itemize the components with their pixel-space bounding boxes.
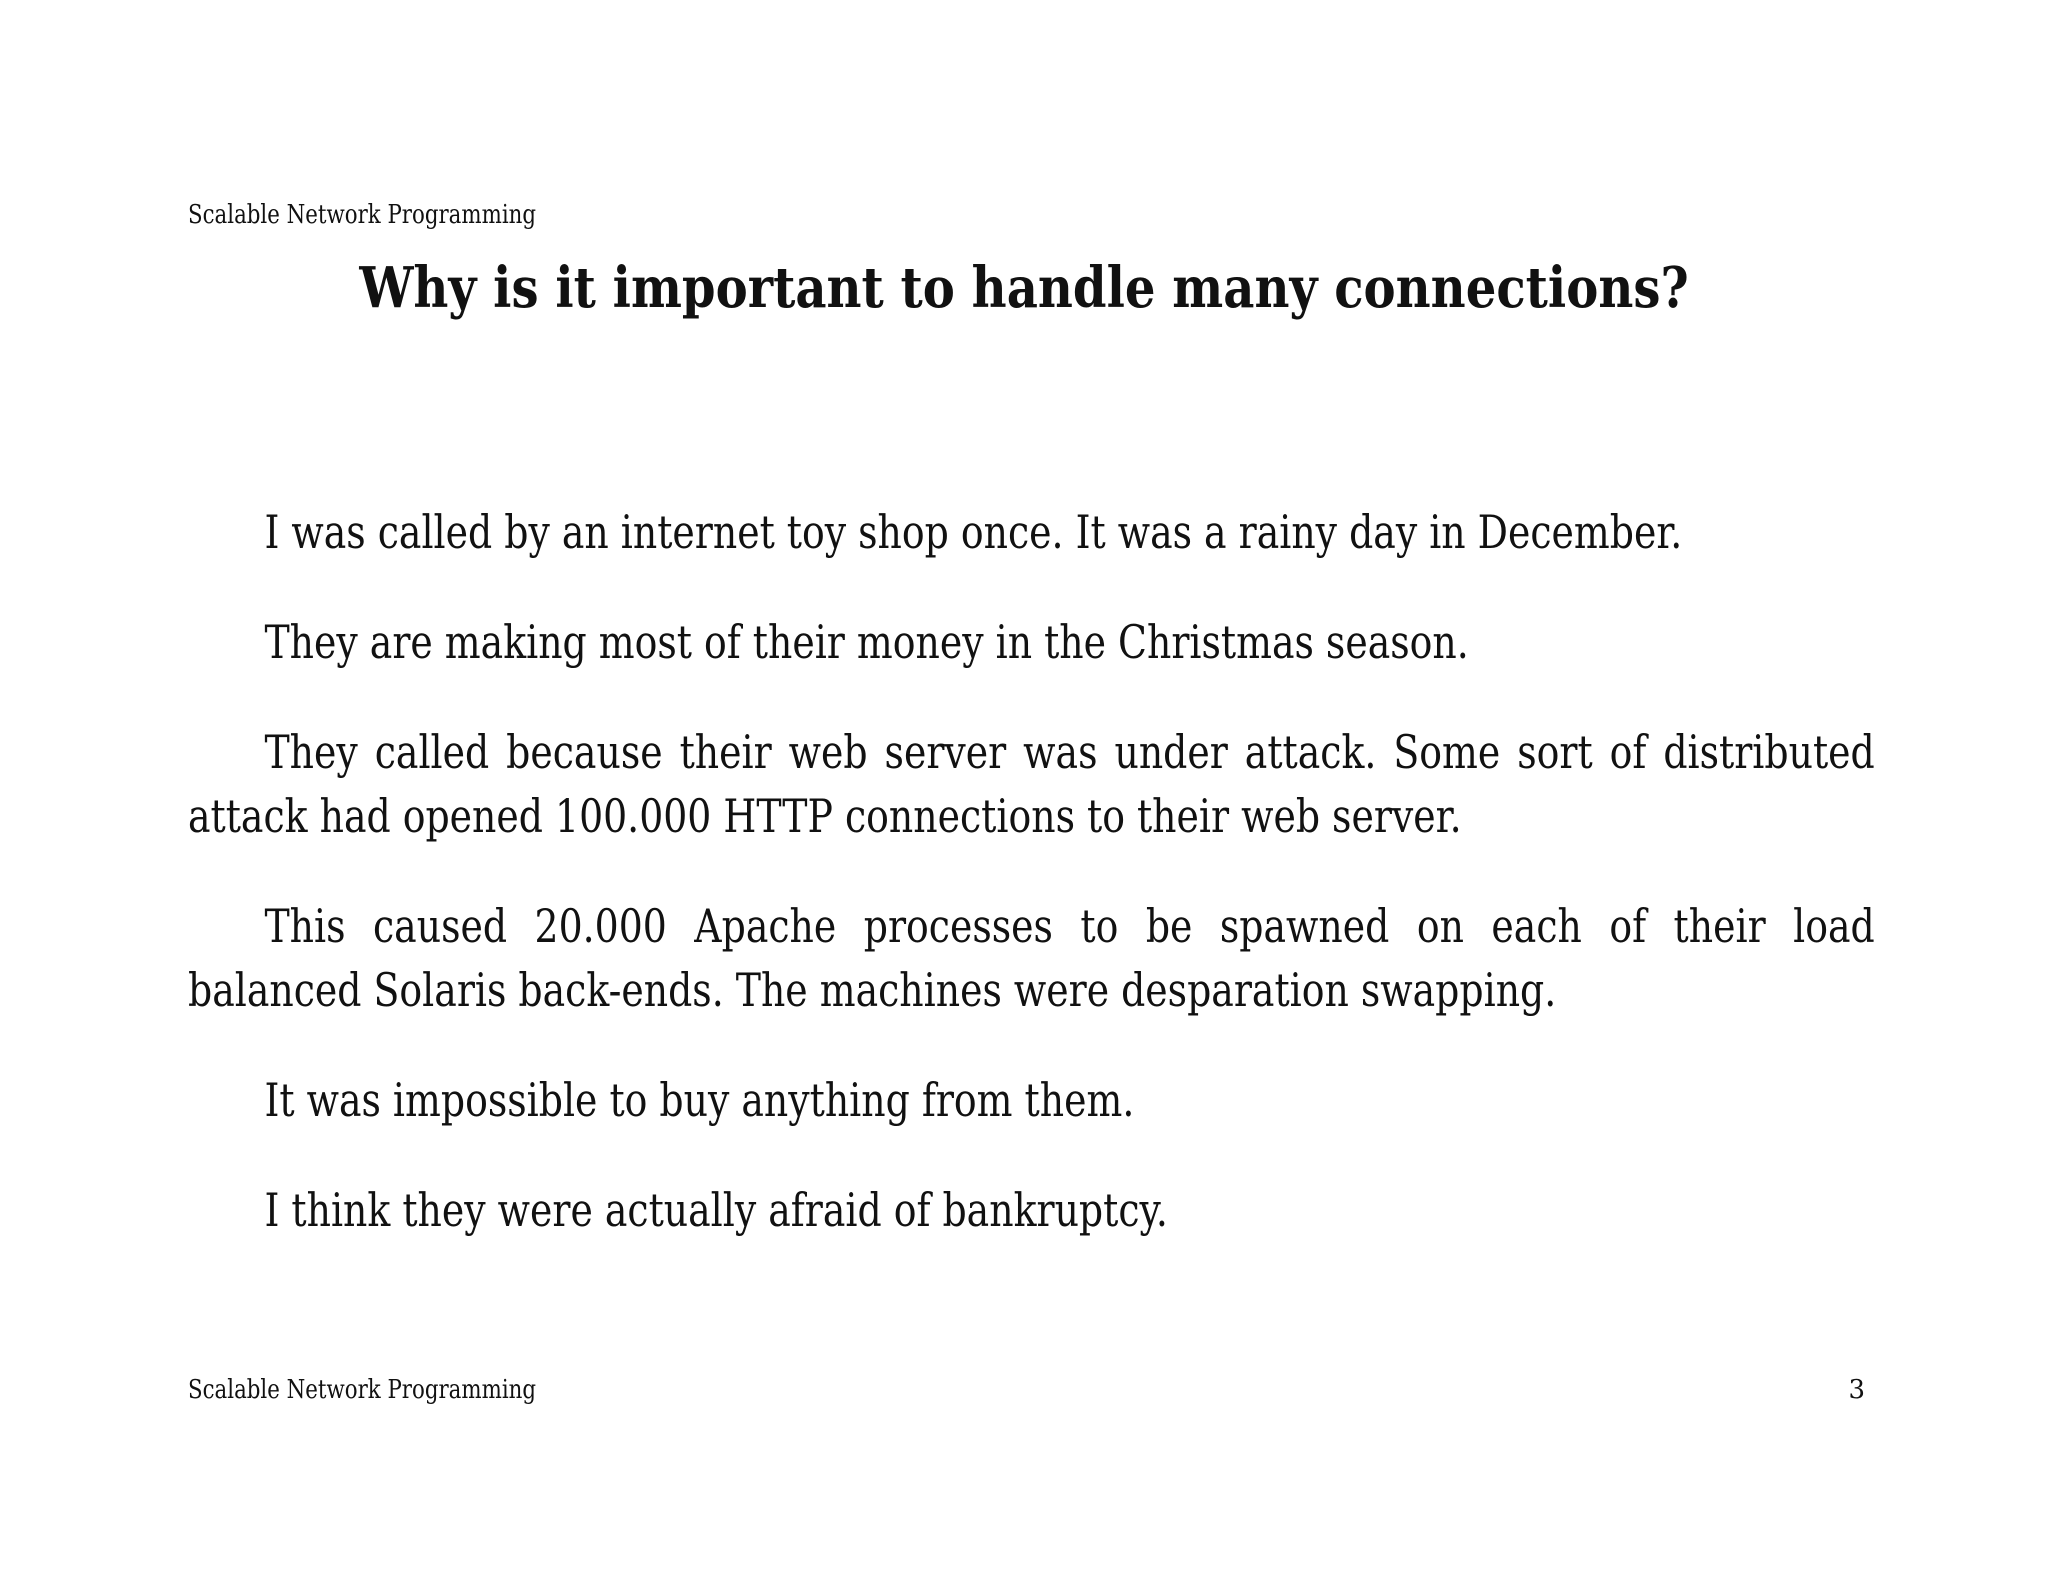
page-number: 3: [1848, 1375, 1865, 1405]
paragraph-apache-processes: This caused 20.000 Apache processes to be spawned on each of their load balanced Solaris back-ends. The machines were desparation swapping.: [188, 899, 1875, 1017]
running-header: Scalable Network Programming: [188, 200, 537, 230]
body-content: [188, 500, 1875, 1288]
paragraph-impossible-to-buy: It was impossible to buy anything from them.: [264, 1073, 1135, 1127]
paragraph-toy-shop: I was called by an internet toy shop once. It was a rainy day in December.: [264, 505, 1683, 559]
paragraph-bankruptcy: I think they were actually afraid of bankruptcy.: [264, 1183, 1168, 1237]
paragraph-christmas-season: They are making most of their money in the Christmas season.: [264, 615, 1469, 669]
paragraph-attack: They called because their web server was under attack. Some sort of distributed attack had opened 100.000 HTTP connections to their web server.: [188, 725, 1875, 843]
page-title: Why is it important to handle many connections?: [359, 255, 1689, 321]
running-footer: Scalable Network Programming: [188, 1375, 537, 1405]
